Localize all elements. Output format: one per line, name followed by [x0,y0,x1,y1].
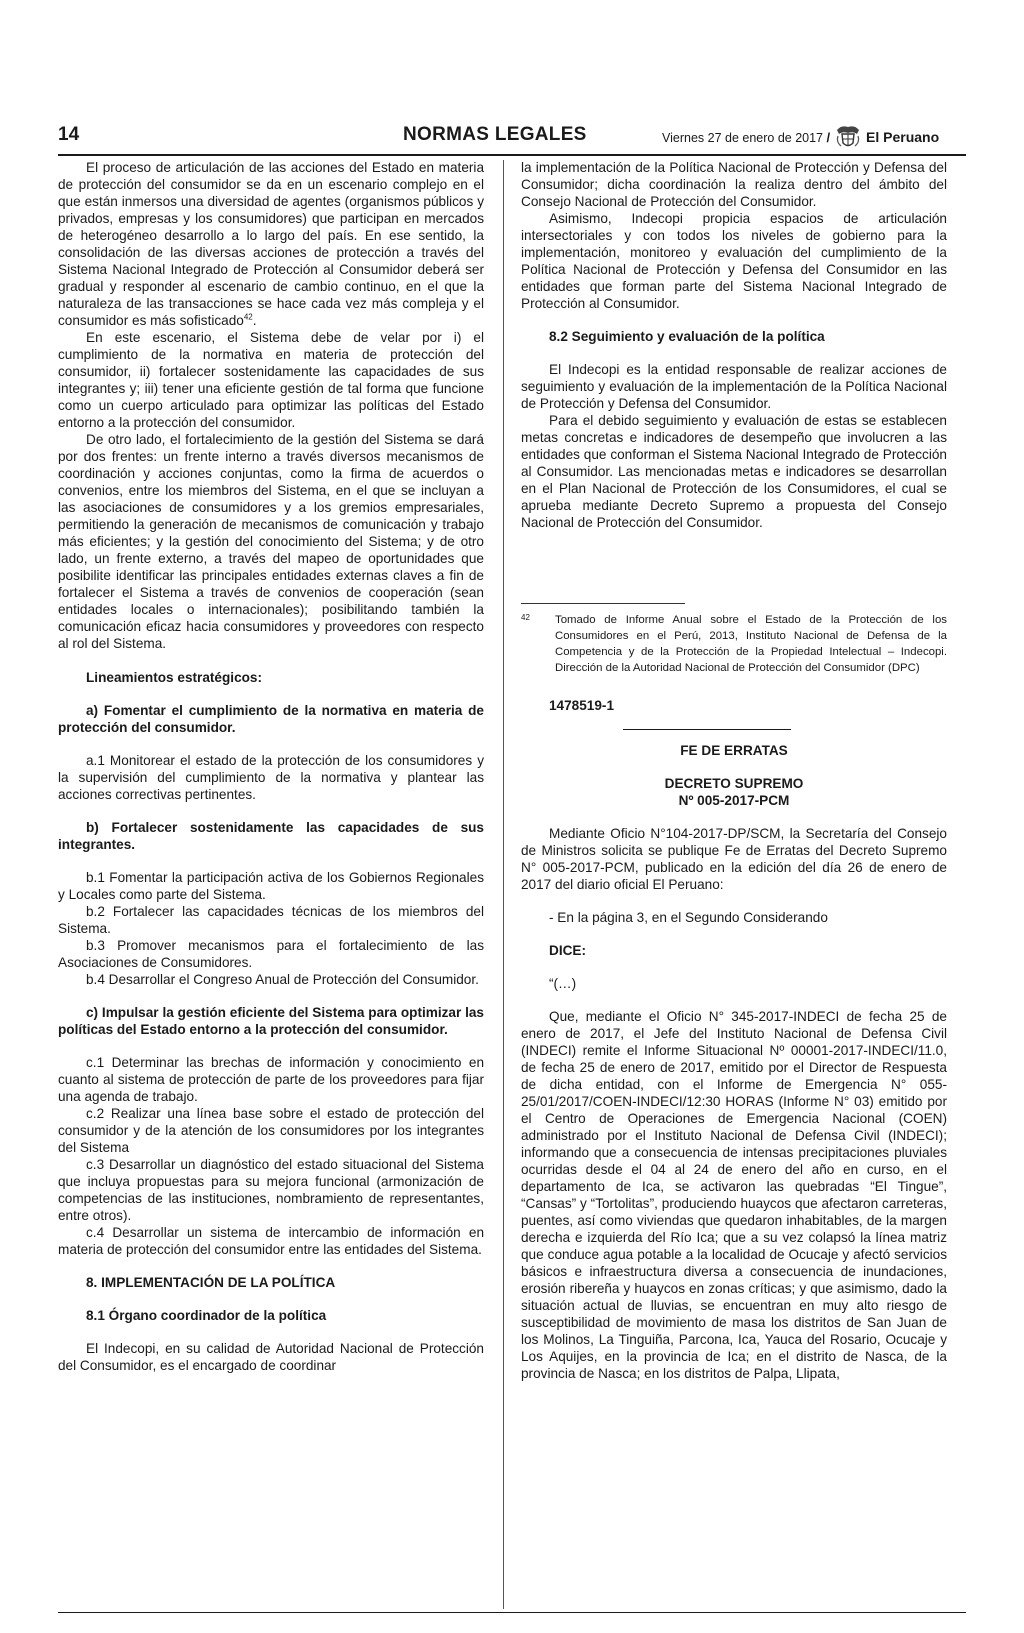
paragraph-end: . [252,313,257,328]
page-bottom-rule [58,1612,966,1613]
list-item: a.1 Monitorear el estado de la protección de los consumidores y la supervisión del cumplimiento de la normativa y plantear las acciones correctivas pertinentes. [58,753,484,802]
footnote-number: 42 [521,613,530,622]
subsection-heading-8-2: 8.2 Seguimiento y evaluación de la política [549,329,825,344]
header-rule [58,154,966,156]
footnote-text: Tomado de Informe Anual sobre el Estado de la Protección de los Consumidores en el Perú, 2013, Instituto Nacional de Defensa de la Competencia y de la Protección de la Propiedad Intelectual – Indecopi. Dirección de la Autoridad Nacional de Protección del Consumidor (DPC) [555,614,947,674]
peru-coat-of-arms-icon [834,124,862,150]
subsection-heading-8-1: 8.1 Órgano coordinador de la política [86,1308,327,1323]
paragraph: Asimismo, Indecopi propicia espacios de articulación intersectoriales y con todos los niveles de gobierno para la implementación, monitoreo y evaluación del cumplimiento de la Política Nacional de Protección y Defensa del Consumidor en las entidades que forman parte del Sistema Nacional Integrado de Protección al Consumidor. [521,211,947,311]
page-header [58,122,966,156]
strategy-heading-c: c) Impulsar la gestión eficiente del Sistema para optimizar las políticas del Estado entorno a la protección del consumidor. [58,1005,484,1037]
fe-de-erratas-title: FE DE ERRATAS [680,743,788,758]
list-item: b.3 Promover mecanismos para el fortalecimiento de las Asociaciones de Consumidores. [58,938,484,970]
list-item: c.3 Desarrollar un diagnóstico del estado situacional del Sistema que incluya propuestas para su mejora funcional (armonización de competencias de las instituciones, nombramiento de representantes, entre otros). [58,1157,484,1223]
publication-date [662,130,830,145]
publication-code: 1478519-1 [549,698,615,713]
paragraph-text: El proceso de articulación de las acciones del Estado en materia de protección del consumidor se da en un escenario complejo en el que están inmersos una diversidad de agentes (organismos públicos y privados, empresas y los consumidores) que participan en mercados de heterogéneo desarrollo a lo largo del país. En ese sentido, la consolidación de las diversas acciones de protección a través del Sistema Nacional Integrado de Protección al Consumidor deberá ser gradual y responder al escenario de cambio continuo, en el que la naturaleza de las transacciones se hace cada vez más compleja y el consumidor es más sofisticado [58,160,484,328]
list-item: b.2 Fortalecer las capacidades técnicas de los miembros del Sistema. [58,904,484,936]
date-separator: / [826,130,831,145]
paragraph [58,159,484,329]
page-number: 14 [58,124,80,145]
paragraph: En este escenario, el Sistema debe de velar por i) el cumplimiento de la normativa en materia de protección del consumidor, ii) fortalecer sostenidamente las capacidades de sus integrantes y; iii) tener una eficiente gestión de tal forma que funcione como un cuerpo articulado para optimizar las políticas del Estado entorno a la protección del consumidor. [58,330,484,430]
paragraph: - En la página 3, en el Segundo Considerando [549,910,828,925]
list-item: b.4 Desarrollar el Congreso Anual de Protección del Consumidor. [86,972,479,987]
newspaper-name: El Peruano [866,129,940,145]
strategy-heading-b: b) Fortalecer sostenidamente las capacidades de sus integrantes. [58,820,484,852]
paragraph: Para el debido seguimiento y evaluación de estas se establecen metas concretas e indicadores de desempeño que involucren a las entidades que conforman el Sistema Nacional Integrado de Protección al Consumidor. Las mencionadas metas e indicadores se desarrollan en el Plan Nacional de Protección de los Consumidores, el cual se aprueba mediante Decreto Supremo a propuesta del Consejo Nacional de Protección del Consumidor. [521,413,947,530]
quote-open: “(…) [549,976,577,991]
list-item: c.1 Determinar las brechas de información y conocimiento en cuanto al sistema de protección de parte de los proveedores para fijar una agenda de trabajo. [58,1055,484,1104]
list-item: c.4 Desarrollar un sistema de intercambio de información en materia de protección del consumidor entre las entidades del Sistema. [58,1225,484,1257]
paragraph: El Indecopi es la entidad responsable de realizar acciones de seguimiento y evaluación de la implementación de la Política Nacional de Protección y Defensa del Consumidor. [521,362,947,411]
footnote-rule [521,603,685,604]
section-rule [623,729,791,730]
dice-label: DICE: [549,943,587,958]
list-item: c.2 Realizar una línea base sobre el estado de protección del consumidor y de la atención de los consumidores por los integrantes del Sistema [58,1106,484,1155]
column-divider [503,160,504,1609]
section-heading-8: 8. IMPLEMENTACIÓN DE LA POLÍTICA [86,1275,336,1290]
footnote-reference[interactable]: 42 [243,312,253,322]
list-item: b.1 Fomentar la participación activa de los Gobiernos Regionales y Locales como parte del Sistema. [58,870,484,902]
paragraph: De otro lado, el fortalecimiento de la gestión del Sistema se dará por dos frentes: un frente interno a través diversos mecanismos de coordinación y acciones conjuntas, como la firma de acuerdos o convenios, entre los miembros del Sistema, en el que se incluyan a las asociaciones de consumidores y a los gremios empresariales, permitiendo la generación de mecanismos de comunicación y trabajo más eficientes; y la gestión del conocimiento del Sistema; y de otro lado, un frente externo, a través del mapeo de oportunidades que posibilite identificar las principales entidades externas claves a fin de fortalecer el Sistema a través de convenios de cooperación (sean entidades locales o internacionales); posibilitando también la comunicación eficaz hacia consumidores y proveedores con respecto al rol del Sistema. [58,432,484,651]
paragraph: Mediante Oficio N°104-2017-DP/SCM, la Secretaría del Consejo de Ministros solicita se publique Fe de Erratas del Decreto Supremo N° 005-2017-PCM, publicado en la edición del día 26 de enero de 2017 del diario oficial El Peruano: [521,826,947,892]
footnote [521,612,947,676]
decreto-number: Nº 005-2017-PCM [678,793,790,808]
left-column [58,159,484,1374]
strategy-heading-a: a) Fomentar el cumplimiento de la normativa en materia de protección del consumidor. [58,703,484,735]
paragraph: El Indecopi, en su calidad de Autoridad Nacional de Protección del Consumidor, es el encargado de coordinar [58,1341,484,1373]
paragraph: Que, mediante el Oficio N° 345-2017-INDECI de fecha 25 de enero de 2017, el Jefe del Instituto Nacional de Defensa Civil (INDECI) remite el Informe Situacional Nº 00001-2017-INDECI/11.0, de fecha 25 de enero de 2017, emitido por el Director de Respuesta de dicha entidad, con el Informe de Emergencia N° 055-25/01/2017/COEN-INDECI/12:30 HORAS (Informe N° 03) emitido por el Centro de Operaciones de Emergencia Nacional (COEN) administrado por el Instituto Nacional de Defensa Civil (INDECI); informando que a consecuencia de intensas precipitaciones pluviales ocurridas desde el 04 al 24 de enero del año en curso, en el departamento de Ica, se activaron las quebradas “El Tingue”, “Cansas” y “Tortolitas”, produciendo huaycos que afectaron carreteras, puentes, así como viviendas que quedaron inhabitables, de la margen derecha e izquierda del Río Ica; que a su vez colapsó la línea matriz que conduce agua potable a la localidad de Ocucaje y afectó servicios básicos e infraestructura diversa a consecuencia de inundaciones, erosión ribereña y huaycos en zonas críticas; y que asimismo, dado la situación actual de lluvias, se encuentran en muy alto riesgo de susceptibilidad de movimiento de masa los distritos de San Juan de los Molinos, La Tinguiña, Parcona, Ica, Yauca del Rosario, Ocucaje y Los Aquijes, en la provincia de Ica; en el distrito de Nasca, de la provincia de Nasca; en los distritos de Palpa, Llipata, [521,1009,947,1381]
decreto-title: DECRETO SUPREMO [664,776,804,791]
paragraph: la implementación de la Política Nacional de Protección y Defensa del Consumidor; dicha coordinación la realiza dentro del ámbito del Consejo Nacional de Protección del Consumidor. [521,160,947,209]
date-text: Viernes 27 de enero de 2017 [662,131,824,145]
section-title: NORMAS LEGALES [403,124,587,145]
right-column [521,159,947,1382]
section-heading-lineamientos: Lineamientos estratégicos: [86,670,263,685]
